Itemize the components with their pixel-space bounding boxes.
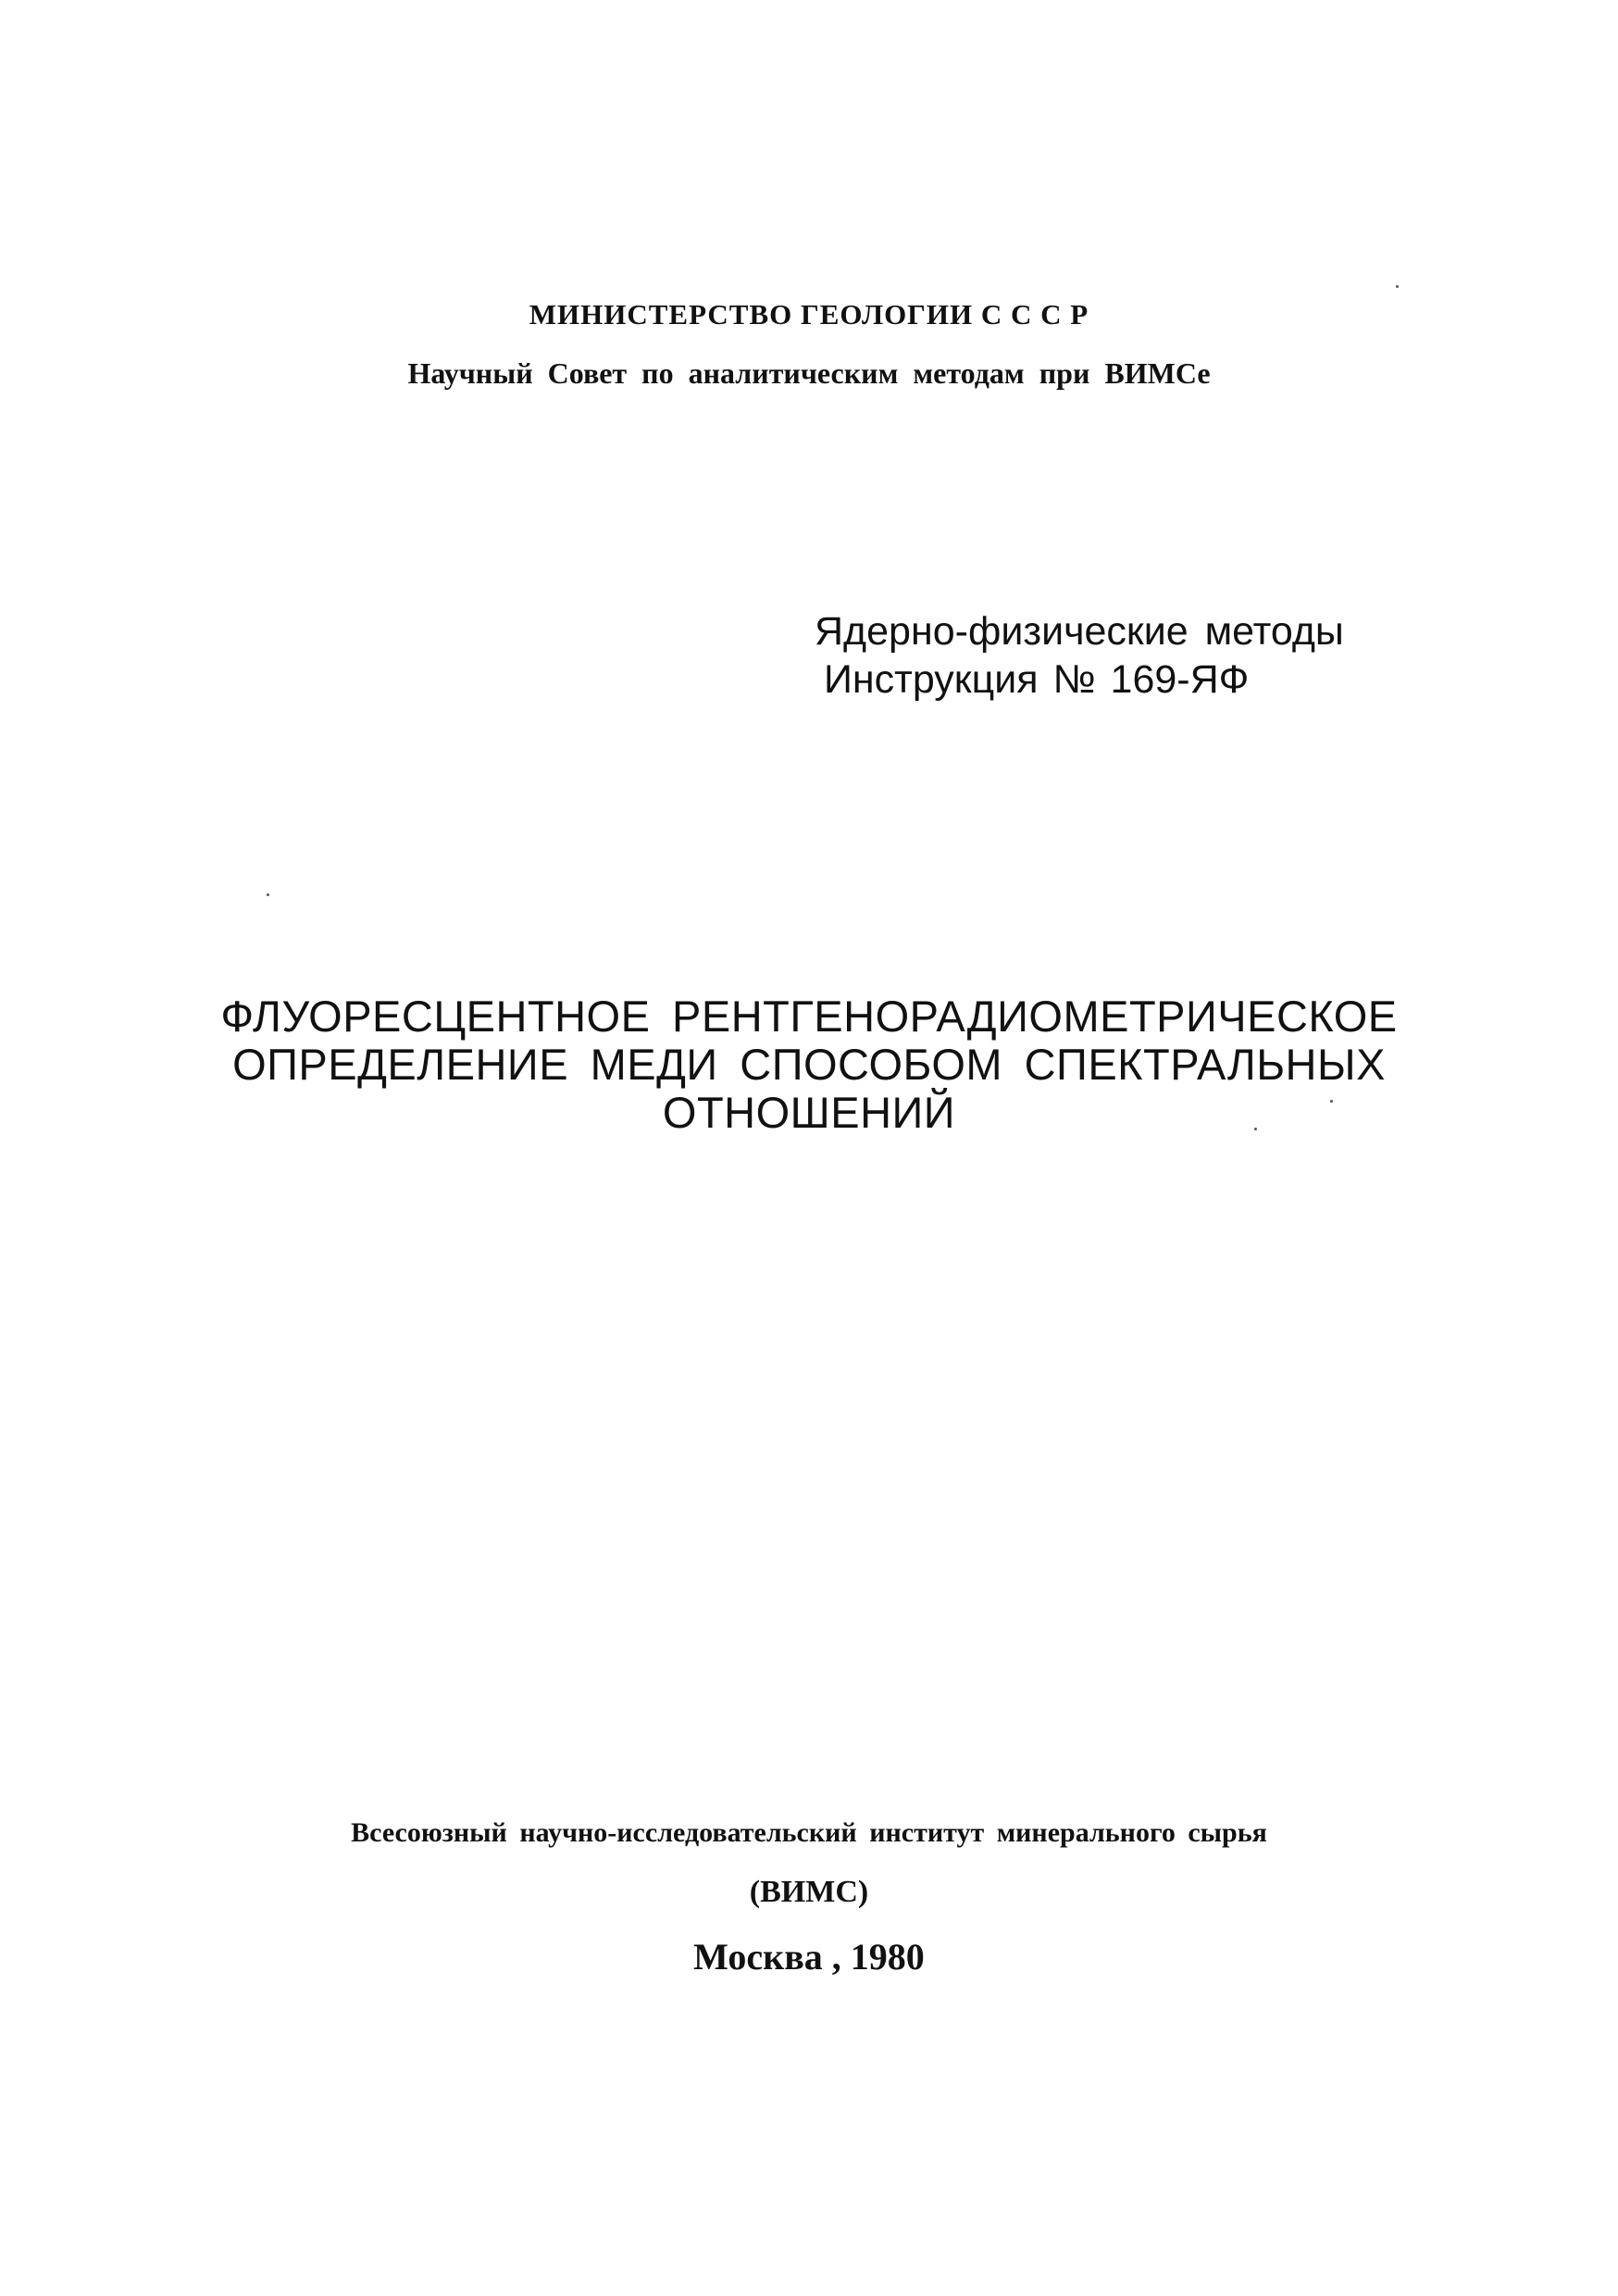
instruction-number: Инструкция № 169-ЯФ <box>824 657 1250 702</box>
ministry-heading: МИНИСТЕРСТВО ГЕОЛОГИИ С С С Р <box>529 298 1089 331</box>
document-title-line-3: ОТНОШЕНИЙ <box>662 1088 956 1137</box>
series-label: Ядерно-физические методы <box>815 609 1344 654</box>
institute-abbreviation: (ВИМС) <box>749 1875 869 1909</box>
scan-speck <box>267 893 269 896</box>
document-title-line-1: ФЛУОРЕСЦЕНТНОЕ РЕНТГЕНОРАДИОМЕТРИЧЕСКОЕ <box>220 992 1398 1041</box>
scan-speck <box>1254 1128 1257 1130</box>
document-title-line-2: ОПРЕДЕЛЕНИЕ МЕДИ СПОСОБОМ СПЕКТРАЛЬНЫХ <box>232 1040 1386 1089</box>
city-year: Москва , 1980 <box>693 1936 925 1978</box>
council-subheading: Научный Совет по аналитическим методам при ВИМСе <box>407 356 1211 390</box>
institute-name: Всесоюзный научно-исследовательский институт минерального сырья <box>351 1817 1267 1848</box>
scan-speck <box>1330 1100 1333 1103</box>
scan-speck <box>1396 285 1399 288</box>
